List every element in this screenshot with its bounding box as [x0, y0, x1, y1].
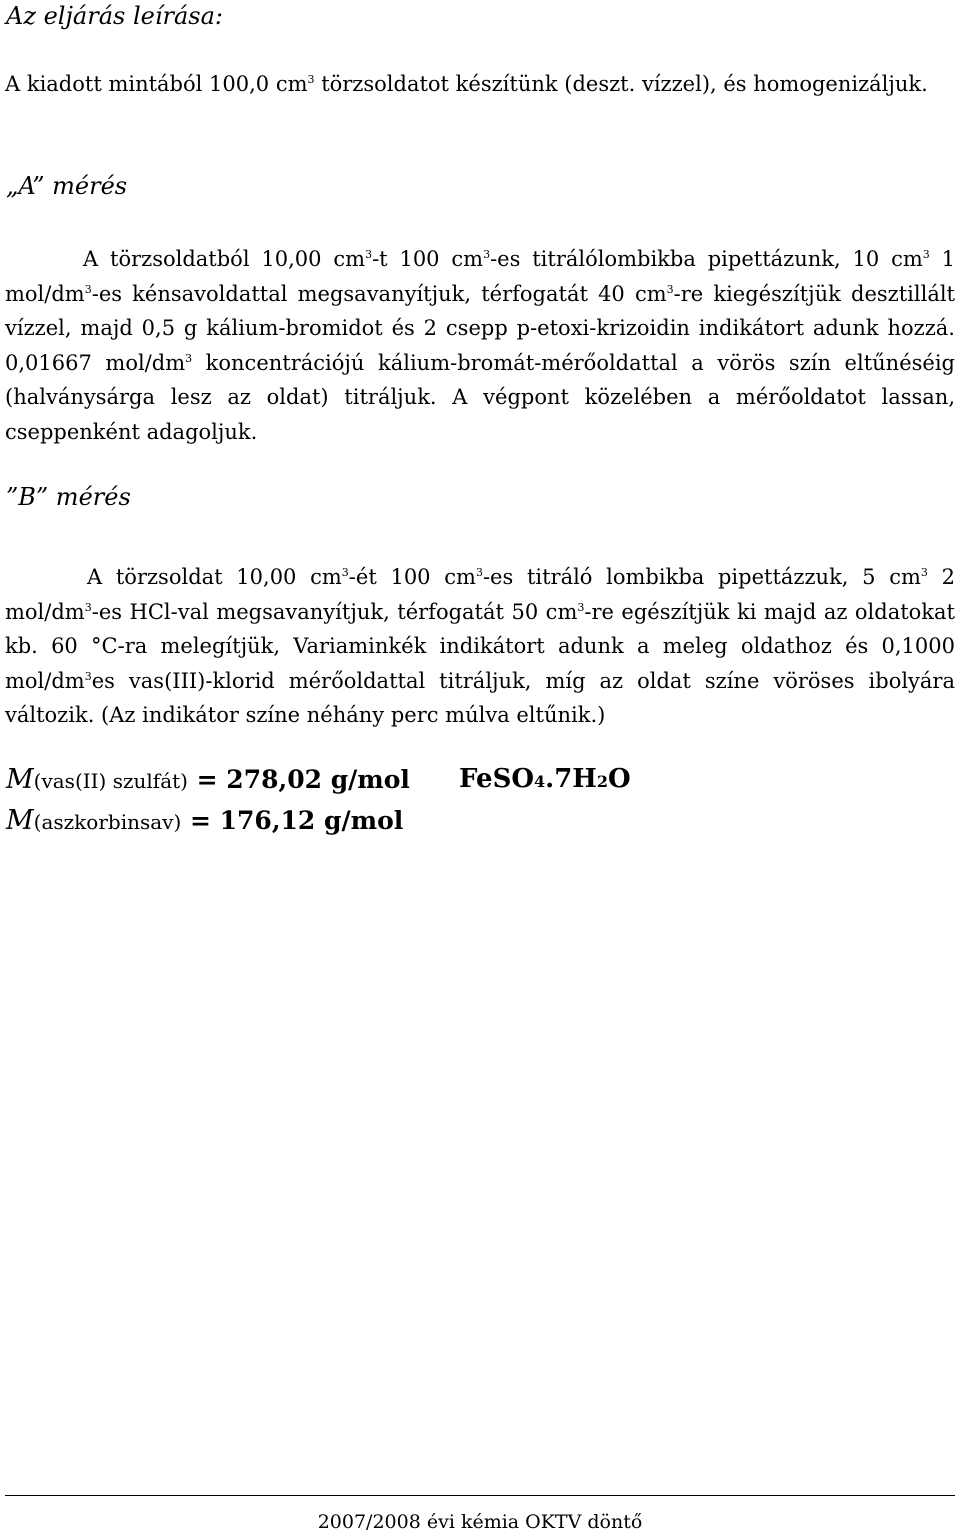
footer-divider — [5, 1495, 955, 1496]
b-sup-2: 3 — [475, 566, 483, 579]
section-b-paragraph — [5, 560, 955, 733]
section-b-title: ”B” mérés — [6, 483, 131, 511]
b-text-6: -re egészítjük ki majd az oldatokat kb. 60 °C-ra melegítjük, Variaminkék indikátort adunk a meleg oldathoz és 0,1000 mol/dm — [5, 599, 955, 693]
a-text-2: -t 100 cm — [372, 247, 484, 271]
formula-part: .7H — [545, 764, 597, 794]
intro-paragraph — [5, 67, 955, 102]
b-sup-1: 3 — [341, 566, 349, 579]
b-sup-3: 3 — [920, 566, 928, 579]
molar-mass-ascorbic-acid — [6, 805, 403, 836]
molar-mass-symbol: M — [6, 805, 34, 836]
a-text-4: 1 mol/dm — [5, 247, 955, 306]
section-a-paragraph — [5, 242, 955, 449]
b-text-1: A törzsoldat 10,00 cm — [87, 565, 342, 589]
section-a-title: „A” mérés — [6, 172, 128, 200]
formula-index: 4 — [534, 772, 546, 791]
molar-mass-value: = 278,02 g/mol — [187, 765, 410, 794]
page-footer: 2007/2008 évi kémia OKTV döntő — [317, 1511, 643, 1533]
molar-mass-iron-sulfate — [6, 764, 410, 795]
b-sup-4: 3 — [84, 600, 92, 614]
a-text-7: koncentrációjú kálium-bromát-mérőoldattal a vörös szín eltűnéséig (halványsárga lesz az oldat) titráljuk. A végpont közelében a mérőoldatot lassan, cseppenként adagoljuk. — [5, 350, 955, 444]
molar-mass-value: = 176,12 g/mol — [181, 806, 404, 835]
intro-text-2: törzsoldatot készítünk (deszt. vízzel), és homogenizáljuk. — [314, 72, 928, 96]
a-sup-4: 3 — [84, 282, 92, 296]
chemical-formula — [459, 764, 631, 794]
b-sup-5: 3 — [577, 600, 585, 614]
a-text-3: -es titrálólombikba pipettázunk, 10 cm — [490, 247, 923, 271]
molar-mass-compound: (aszkorbinsav) — [33, 810, 182, 834]
molar-mass-symbol: M — [6, 764, 34, 795]
a-text-5: -es kénsavoldattal megsavanyítjuk, térfogatát 40 cm — [91, 281, 667, 306]
a-text-1: A törzsoldatból 10,00 cm — [83, 247, 366, 271]
b-text-2: -ét 100 cm — [348, 565, 476, 589]
formula-index: 2 — [596, 772, 609, 791]
b-text-4: 2 mol/dm — [5, 565, 955, 624]
b-text-5: -es HCl-val megsavanyítjuk, térfogatát 50 cm — [91, 599, 578, 624]
formula-part: O — [608, 764, 631, 794]
intro-text-1: A kiadott mintából 100,0 cm — [5, 72, 308, 96]
intro-sup-1: 3 — [307, 73, 315, 86]
formula-part: FeSO — [459, 764, 535, 794]
a-sup-1: 3 — [365, 248, 373, 261]
b-sup-6: 3 — [84, 669, 92, 683]
molar-mass-compound: (vas(II) szulfát) — [33, 769, 188, 793]
b-text-3: -es titráló lombikba pipettázzuk, 5 cm — [482, 565, 921, 589]
procedure-heading: Az eljárás leírása: — [6, 2, 224, 30]
a-sup-6: 3 — [185, 351, 193, 365]
a-text-6: -re kiegészítjük desztillált vízzel, majd 0,5 g kálium-bromidot és 2 csepp p-etoxi-krizoidin indikátort adunk hozzá. 0,01667 mol/dm — [5, 281, 955, 375]
b-text-7: es vas(III)-klorid mérőoldattal titráljuk, míg az oldat színe vöröses ibolyára változik. (Az indikátor színe néhány perc múlva eltűnik.) — [5, 668, 955, 727]
a-sup-5: 3 — [666, 282, 674, 296]
a-sup-2: 3 — [483, 248, 491, 261]
a-sup-3: 3 — [922, 248, 930, 261]
